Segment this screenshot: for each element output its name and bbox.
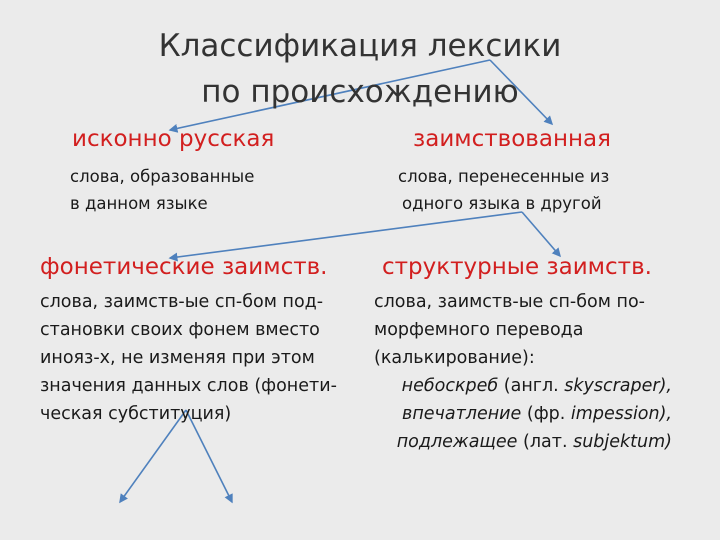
borrowed-desc-line-2: одного языка в другой <box>402 194 602 213</box>
example-original: skyscraper), <box>564 376 672 396</box>
structural-desc-line-3: (калькирование): <box>374 348 535 368</box>
example-original: subjektum) <box>573 432 672 452</box>
arrow-borrowed-to-structural <box>522 212 560 256</box>
structural-desc-line-1: слова, заимств-ые сп-бом по- <box>374 292 645 312</box>
example-word: впечатление <box>402 404 522 424</box>
title-line-2: по происхождению <box>201 74 519 110</box>
example-source-lang: (фр. <box>521 404 571 424</box>
phonetic-desc-line-4: значения данных слов (фонети- <box>40 376 337 396</box>
native-desc-line-2: в данном языке <box>70 194 208 213</box>
example-source-lang: (лат. <box>517 432 574 452</box>
title-line-1: Классификация лексики <box>158 28 562 64</box>
structural-desc-line-2: морфемного перевода <box>374 320 584 340</box>
phonetic-desc-line-2: становки своих фонем вместо <box>40 320 320 340</box>
arrow-borrowed-to-phonetic <box>170 212 522 258</box>
example-original: impession), <box>570 404 672 424</box>
phonetic-desc-line-3: инояз-х, не изменяя при этом <box>40 348 315 368</box>
example-word: небоскреб <box>401 376 499 396</box>
example-word: подлежащее <box>396 432 518 452</box>
structural-example-2 <box>402 400 672 429</box>
phonetic-desc-line-1: слова, заимств-ые сп-бом под- <box>40 292 324 312</box>
native-desc-line-1: слова, образованные <box>70 167 255 186</box>
borrowed-heading: заимствованная <box>413 126 611 152</box>
structural-example-3 <box>397 428 672 457</box>
example-source-lang: (англ. <box>498 376 565 396</box>
structural-heading: структурные заимств. <box>382 254 652 280</box>
borrowed-desc-line-1: слова, перенесенные из <box>398 167 610 186</box>
phonetic-desc-line-5: ческая субституция) <box>40 404 232 424</box>
native-heading: исконно русская <box>72 126 275 152</box>
phonetic-heading: фонетические заимств. <box>40 254 328 280</box>
structural-example-1 <box>402 372 672 401</box>
